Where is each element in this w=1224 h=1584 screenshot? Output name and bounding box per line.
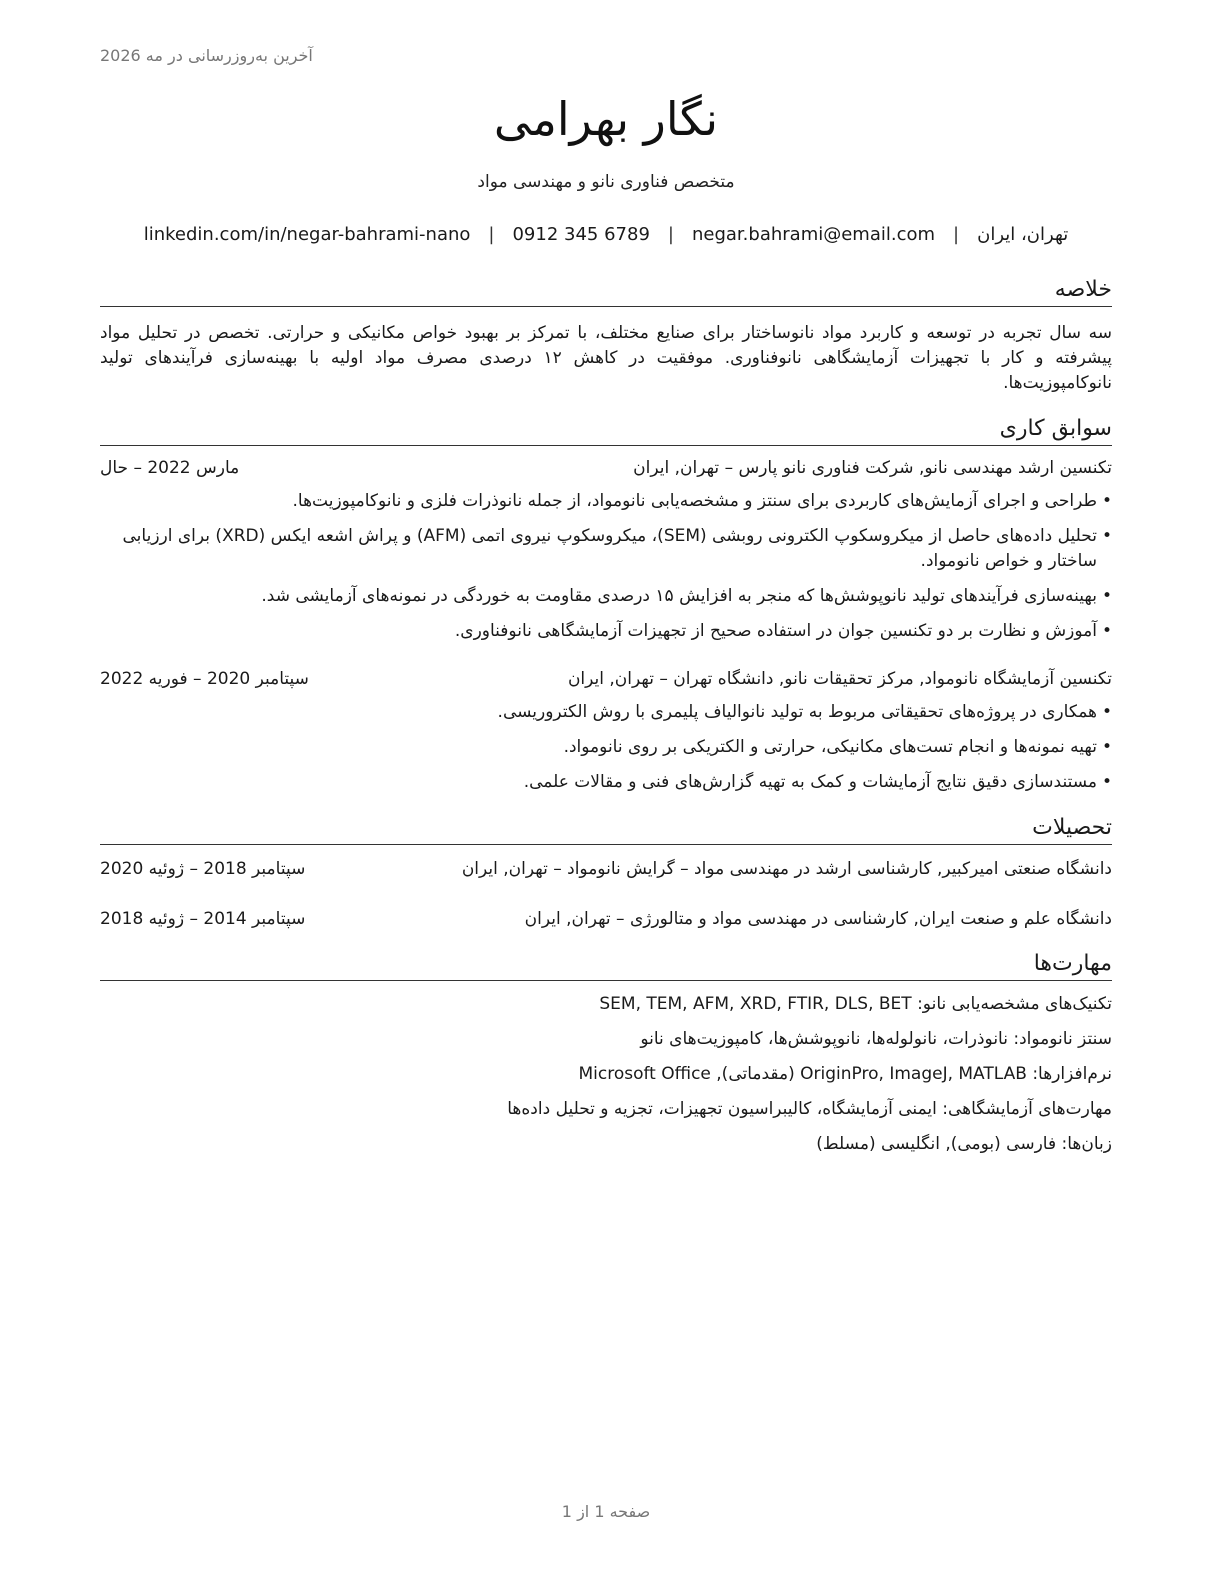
education-date [100, 859, 335, 879]
job-bullet: • آموزش و نظارت بر دو تکنسین جوان در استفاده صحیح از تجهیزات آزمایشگاهی نانوفناوری. [100, 619, 1112, 644]
section-heading-summary: خلاصه [100, 276, 1112, 307]
section-heading-skills: مهارت‌ها [100, 950, 1112, 981]
contact-line [138, 224, 1074, 245]
education-date-text: سپتامبر 2014 – ژوئیه 2018 [100, 909, 306, 929]
education-item [100, 859, 1112, 885]
job-date-text: سپتامبر 2020 – فوریه 2022 [100, 669, 309, 689]
job-date [100, 458, 335, 478]
contact-location: تهران، ایران [977, 224, 1069, 245]
education-item [100, 909, 1112, 935]
contact-linkedin[interactable]: linkedin.com/in/negar-bahrami-nano [143, 224, 471, 245]
skill-line: مهارت‌های آزمایشگاهی: ایمنی آزمایشگاه، کالیبراسیون تجهیزات، تجزیه و تحلیل داده‌ها [507, 1099, 1112, 1119]
contact-email[interactable]: negar.bahrami@email.com [691, 224, 936, 245]
contact-separator: | [667, 224, 674, 245]
page-number: صفحه 1 از 1 [561, 1502, 651, 1521]
education-date-text: سپتامبر 2018 – ژوئیه 2020 [100, 859, 306, 879]
job-bullet: • تحلیل داده‌های حاصل از میکروسکوپ الکترونی روبشی (SEM)، میکروسکوپ نیروی اتمی (AFM) و پراش اشعه ایکس (XRD) برای ارزیابی ساختار و خواص نانومواد. [100, 524, 1112, 574]
section-heading-experience: سوابق کاری [100, 415, 1112, 446]
contact-separator: | [488, 224, 495, 245]
job-bullet: • طراحی و اجرای آزمایش‌های کاربردی برای سنتز و مشخصه‌یابی نانومواد، از جمله نانوذرات فلزی و نانوکامپوزیت‌ها. [100, 489, 1112, 514]
section-heading-education: تحصیلات [100, 814, 1112, 845]
contact-phone[interactable]: 0912 345 6789 [512, 224, 650, 245]
job-bullet: • تهیه نمونه‌ها و انجام تست‌های مکانیکی، حرارتی و الکتریکی بر روی نانومواد. [100, 735, 1112, 760]
job-header [100, 458, 1112, 484]
job-org: تکنسین ارشد مهندسی نانو, شرکت فناوری نانو پارس – تهران, ایران [633, 458, 1112, 478]
job-bullet: • بهینه‌سازی فرآیندهای تولید نانوپوشش‌ها که منجر به افزایش ۱۵ درصدی مقاومت به خوردگی در نمونه‌های آزمایشی شد. [100, 584, 1112, 609]
job-header [100, 669, 1112, 695]
last-updated: آخرین به‌روزرسانی در مه 2026 [100, 46, 313, 65]
education-org: دانشگاه علم و صنعت ایران, کارشناسی در مهندسی مواد و متالورژی – تهران, ایران [524, 909, 1112, 929]
skill-line: نرم‌افزارها: OriginPro, ImageJ, MATLAB (مقدماتی), Microsoft Office [578, 1064, 1112, 1084]
job-date-text: مارس 2022 – حال [100, 458, 240, 478]
skill-line: زبان‌ها: فارسی (بومی), انگلیسی (مسلط) [816, 1134, 1112, 1154]
job-bullets [100, 489, 1112, 644]
education-org: دانشگاه صنعتی امیرکبیر, کارشناسی ارشد در مهندسی مواد – گرایش نانومواد – تهران, ایران [461, 859, 1112, 879]
contact-separator: | [953, 224, 960, 245]
resume-page [100, 0, 1112, 1584]
candidate-name: نگار بهرامی [493, 92, 719, 146]
job-date [100, 669, 335, 689]
candidate-title: متخصص فناوری نانو و مهندسی مواد [477, 172, 735, 192]
job-org: تکنسین آزمایشگاه نانومواد, مرکز تحقیقات نانو, دانشگاه تهران – تهران, ایران [567, 669, 1112, 689]
job-bullet: • همکاری در پروژه‌های تحقیقاتی مربوط به تولید نانوالیاف پلیمری با روش الکتروریسی. [100, 700, 1112, 725]
summary-text: سه سال تجربه در توسعه و کاربرد مواد نانوساختار برای صنایع مختلف، با تمرکز بر بهبود خواص مکانیکی و حرارتی. تخصص در تحلیل مواد پیشرفته و کار با تجهیزات آزمایشگاهی نانوفناوری. موفقیت در کاهش ۱۲ درصدی مصرف مواد اولیه با بهینه‌سازی فرآیندهای تولید نانوکامپوزیت‌ها. [100, 323, 1112, 393]
skill-line: تکنیک‌های مشخصه‌یابی نانو: SEM, TEM, AFM, XRD, FTIR, DLS, BET [599, 994, 1112, 1014]
skill-line: سنتز نانومواد: نانوذرات، نانولوله‌ها، نانوپوشش‌ها، کامپوزیت‌های نانو [640, 1029, 1112, 1049]
education-date [100, 909, 335, 929]
job-bullets [100, 700, 1112, 795]
job-bullet: • مستندسازی دقیق نتایج آزمایشات و کمک به تهیه گزارش‌های فنی و مقالات علمی. [100, 770, 1112, 795]
